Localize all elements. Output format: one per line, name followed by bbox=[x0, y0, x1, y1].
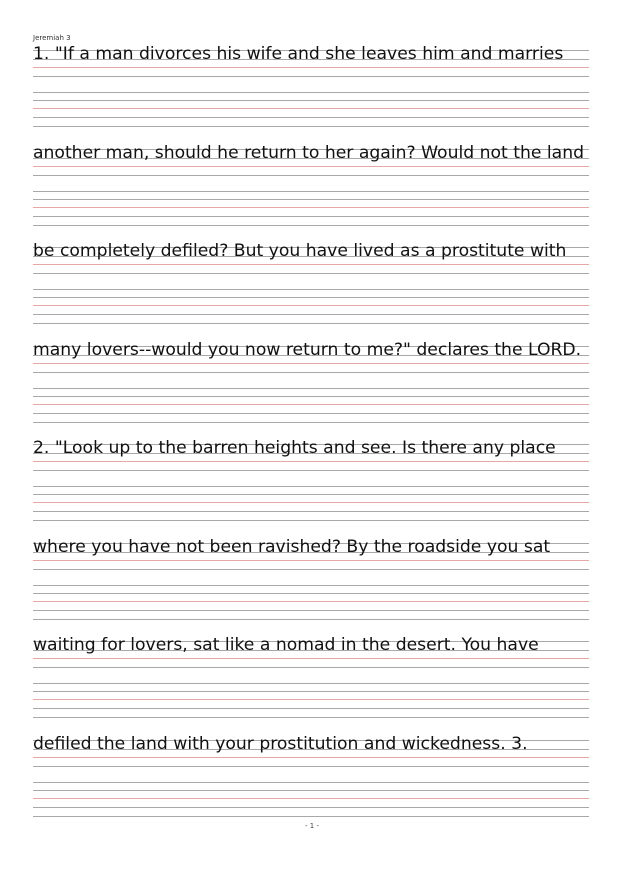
guide-rule bbox=[33, 816, 589, 817]
practice-block bbox=[33, 42, 589, 140]
verse-line: another man, should he return to her again? Would not the land bbox=[33, 142, 585, 163]
guide-rule bbox=[33, 289, 589, 290]
practice-block bbox=[33, 141, 589, 239]
guide-rule bbox=[33, 422, 589, 423]
baseline-rule bbox=[33, 757, 589, 758]
guide-rule bbox=[33, 585, 589, 586]
verse-line: defiled the land with your prostitution and wickedness. 3. bbox=[33, 733, 528, 754]
guide-rule bbox=[33, 667, 589, 668]
guide-rule bbox=[33, 782, 589, 783]
baseline-rule bbox=[33, 461, 589, 462]
baseline-rule bbox=[33, 166, 589, 167]
guide-rule bbox=[33, 511, 589, 512]
verse-line: many lovers--would you now return to me?" declares the LORD. bbox=[33, 339, 582, 360]
baseline-rule bbox=[33, 658, 589, 659]
guide-rule bbox=[33, 216, 589, 217]
guide-rule bbox=[33, 199, 589, 200]
baseline-rule bbox=[33, 798, 589, 799]
guide-rule bbox=[33, 76, 589, 77]
practice-block bbox=[33, 436, 589, 534]
guide-rule bbox=[33, 273, 589, 274]
verse-line: waiting for lovers, sat like a nomad in the desert. You have bbox=[33, 635, 539, 655]
guide-rule bbox=[33, 297, 589, 298]
guide-rule bbox=[33, 593, 589, 594]
baseline-rule bbox=[33, 560, 589, 561]
baseline-rule bbox=[33, 404, 589, 405]
guide-rule bbox=[33, 388, 589, 389]
verse-line: 2. "Look up to the barren heights and see. Is there any place bbox=[33, 438, 556, 458]
guide-rule bbox=[33, 314, 589, 315]
guide-rule bbox=[33, 569, 589, 570]
baseline-rule bbox=[33, 363, 589, 364]
guide-rule bbox=[33, 619, 589, 620]
baseline-rule bbox=[33, 207, 589, 208]
page-header: Jeremiah 3 bbox=[33, 34, 71, 42]
practice-block bbox=[33, 535, 589, 633]
guide-rule bbox=[33, 372, 589, 373]
verse-line: be completely defiled? But you have lived as a prostitute with bbox=[33, 241, 567, 261]
guide-rule bbox=[33, 470, 589, 471]
guide-rule bbox=[33, 126, 589, 127]
guide-rule bbox=[33, 486, 589, 487]
guide-rule bbox=[33, 708, 589, 709]
guide-rule bbox=[33, 225, 589, 226]
guide-rule bbox=[33, 191, 589, 192]
practice-block bbox=[33, 633, 589, 731]
guide-rule bbox=[33, 610, 589, 611]
guide-rule bbox=[33, 691, 589, 692]
baseline-rule bbox=[33, 502, 589, 503]
baseline-rule bbox=[33, 601, 589, 602]
guide-rule bbox=[33, 790, 589, 791]
practice-block bbox=[33, 732, 589, 830]
baseline-rule bbox=[33, 67, 589, 68]
guide-rule bbox=[33, 175, 589, 176]
baseline-rule bbox=[33, 264, 589, 265]
guide-rule bbox=[33, 92, 589, 93]
guide-rule bbox=[33, 520, 589, 521]
guide-rule bbox=[33, 494, 589, 495]
practice-block bbox=[33, 239, 589, 337]
verse-line: 1. "If a man divorces his wife and she leaves him and marries bbox=[33, 44, 564, 64]
baseline-rule bbox=[33, 699, 589, 700]
verse-line: where you have not been ravished? By the roadside you sat bbox=[33, 536, 551, 557]
guide-rule bbox=[33, 323, 589, 324]
guide-rule bbox=[33, 766, 589, 767]
guide-rule bbox=[33, 717, 589, 718]
guide-rule bbox=[33, 683, 589, 684]
page-number: - 1 - bbox=[305, 822, 319, 830]
guide-rule bbox=[33, 807, 589, 808]
guide-rule bbox=[33, 396, 589, 397]
practice-block bbox=[33, 338, 589, 436]
guide-rule bbox=[33, 100, 589, 101]
guide-rule bbox=[33, 413, 589, 414]
baseline-rule bbox=[33, 305, 589, 306]
guide-rule bbox=[33, 117, 589, 118]
baseline-rule bbox=[33, 108, 589, 109]
